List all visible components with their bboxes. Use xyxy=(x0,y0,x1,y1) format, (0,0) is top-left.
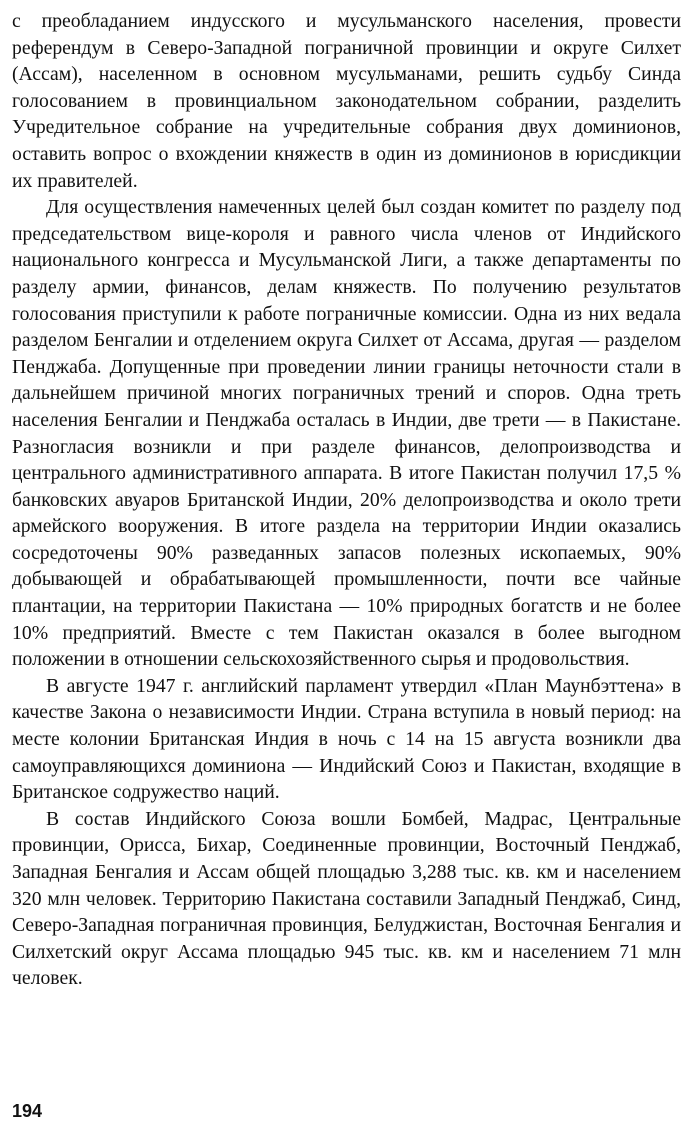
paragraph-2: Для осуществления намеченных целей был создан комитет по разделу под председательством вице-короля и равного числа членов от Индийского национального конгресса и Мусульманской Лиги, а также департаменты по разделу армии, финансов, делам княжеств. По получению результатов голосования приступили к работе пограничные комиссии. Одна из них ведала разделом Бенгалии и отделением округа Силхет от Ассама, другая — разделом Пенджаба. Допущенные при проведении линии границы неточности стали в дальнейшем причиной многих пограничных трений и споров. Одна треть населения Бенгалии и Пенджаба осталась в Индии, две трети — в Пакистане. Разногласия возникли и при разделе финансов, делопроизводства и центрального административного аппарата. В итоге Пакистан получил 17,5 % банковских авуаров Британской Индии, 20% делопроизводства и около трети армейского вооружения. В итоге раздела на территории Индии оказались сосредоточены 90% разведанных запасов полезных ископаемых, 90% добывающей и обрабатывающей промышленности, почти все чайные плантации, на территории Пакистана — 10% природных богатств и не более 10% предприятий. Вместе с тем Пакистан оказался в более выгодном положении в отношении сельскохозяйственного сырья и продовольствия. xyxy=(12,196,681,671)
page-number: 194 xyxy=(12,1101,43,1121)
paragraph-3: В августе 1947 г. английский парламент утвердил «План Маунбэттена» в качестве Закона о независимости Индии. Страна вступила в новый период: на месте колонии Британская Индия в ночь с 14 на 15 августа возникли два самоуправляющихся доминиона — Индийский Союз и Пакистан, входящие в Британское содружество наций. xyxy=(12,674,681,804)
paragraph-4: В состав Индийского Союза вошли Бомбей, Мадрас, Центральные провинции, Орисса, Бихар, Соединенные провинции, Восточный Пенджаб, Западная Бенгалия и Ассам общей площадью 3,288 тыс. кв. км и населением 320 млн человек. Территорию Пакистана составили Западный Пенджаб, Синд, Северо-Западная пограничная провинция, Белуджистан, Восточная Бенгалия и Силхетский округ Ассама площадью 945 тыс. кв. км и населением 71 млн человек. xyxy=(12,807,681,990)
paragraph-1: с преобладанием индусского и мусульманского населения, провести референдум в Северо-Западной пограничной провинции и округе Силхет (Ассам), населенном в основном мусульманами, решить судьбу Синда голосованием в провинциальном законодательном собрании, разделить Учредительное собрание на учредительные собрания двух доминионов, оставить вопрос о вхождении княжеств в один из доминионов в юрисдикции их правителей. xyxy=(12,10,681,192)
body-text xyxy=(12,8,681,992)
